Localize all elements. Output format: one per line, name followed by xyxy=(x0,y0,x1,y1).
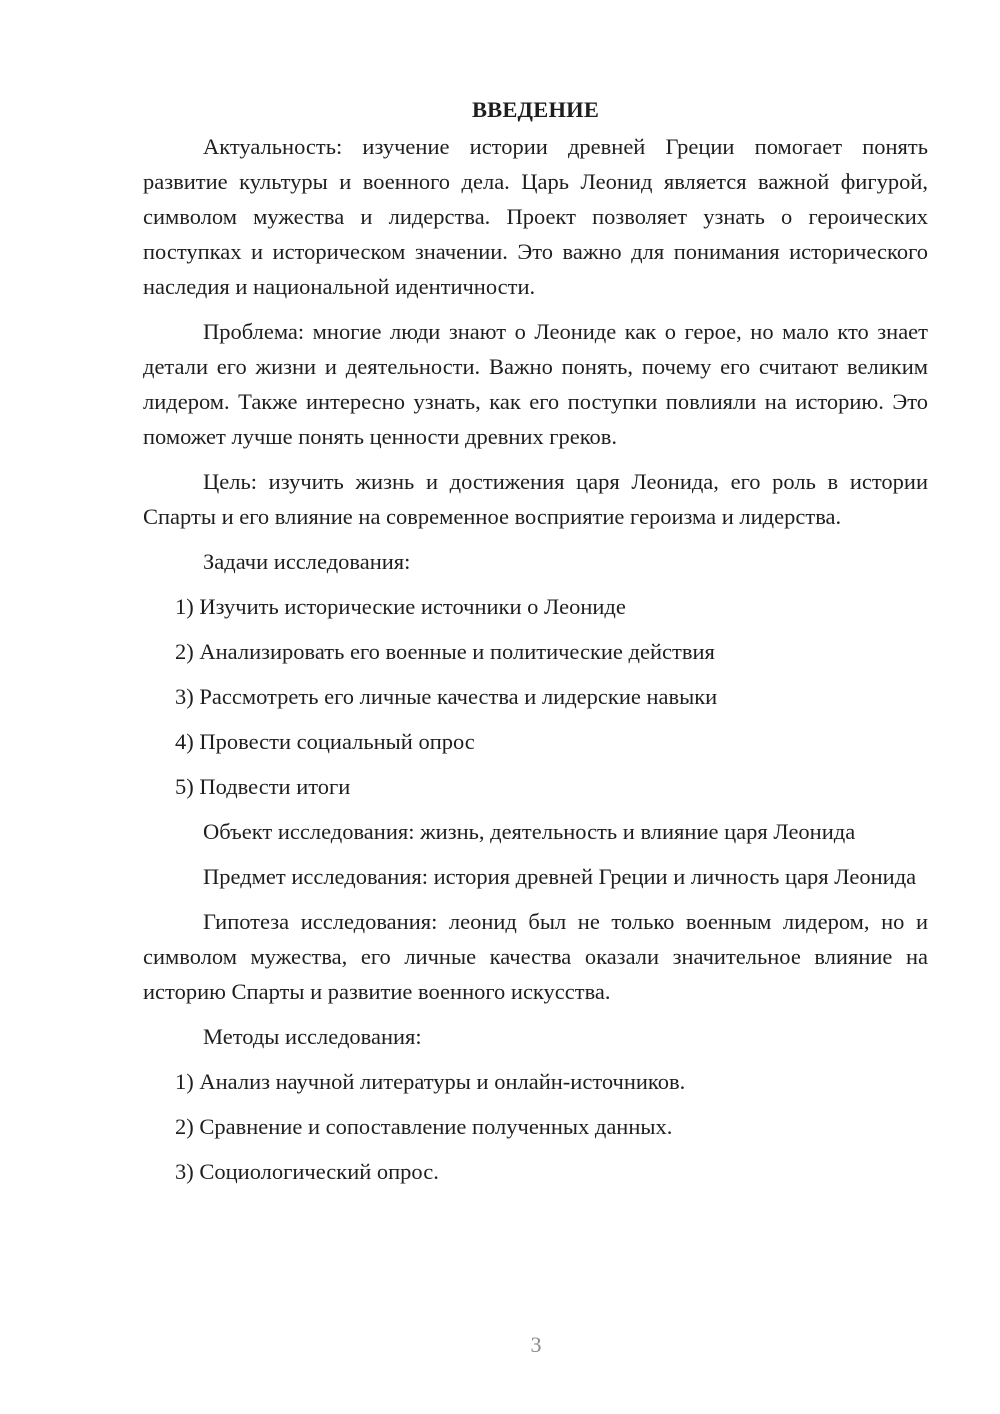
section-title: ВВЕДЕНИЕ xyxy=(471,97,600,122)
task-item: 5) Подвести итоги xyxy=(175,774,351,799)
object-paragraph: Объект исследования: жизнь, деятельность и влияние царя Леонида xyxy=(203,819,856,844)
task-item: 1) Изучить исторические источники о Леониде xyxy=(175,594,626,619)
method-item: 2) Сравнение и сопоставление полученных данных. xyxy=(175,1114,673,1139)
goal-paragraph: Цель: изучить жизнь и достижения царя Леонида, его роль в истории Спарты и его влияние на современное восприятие героизма и лидерства. xyxy=(143,469,928,529)
document-page xyxy=(143,92,928,1199)
tasks-heading: Задачи исследования: xyxy=(203,549,411,574)
task-item: 4) Провести социальный опрос xyxy=(175,729,475,754)
page-number: 3 xyxy=(530,1332,542,1357)
task-item: 3) Рассмотреть его личные качества и лидерские навыки xyxy=(175,684,718,709)
method-item: 3) Социологический опрос. xyxy=(175,1159,439,1184)
relevance-paragraph: Актуальность: изучение истории древней Греции помогает понять развитие культуры и военного дела. Царь Леонид является важной фигурой, символом мужества и лидерства. Проект позволяет узнать о героических поступках и историческом значении. Это важно для понимания исторического наследия и национальной идентичности. xyxy=(143,134,928,299)
task-item: 2) Анализировать его военные и политические действия xyxy=(175,639,715,664)
method-item: 1) Анализ научной литературы и онлайн-источников. xyxy=(175,1069,686,1094)
subject-paragraph: Предмет исследования: история древней Греции и личность царя Леонида xyxy=(203,864,917,889)
hypothesis-paragraph: Гипотеза исследования: леонид был не только военным лидером, но и символом мужества, его личные качества оказали значительное влияние на историю Спарты и развитие военного искусства. xyxy=(143,909,928,1004)
methods-heading: Методы исследования: xyxy=(203,1024,422,1049)
problem-paragraph: Проблема: многие люди знают о Леониде как о герое, но мало кто знает детали его жизни и деятельности. Важно понять, почему его считают великим лидером. Также интересно узнать, как его поступки повлияли на историю. Это поможет лучше понять ценности древних греков. xyxy=(143,319,928,449)
